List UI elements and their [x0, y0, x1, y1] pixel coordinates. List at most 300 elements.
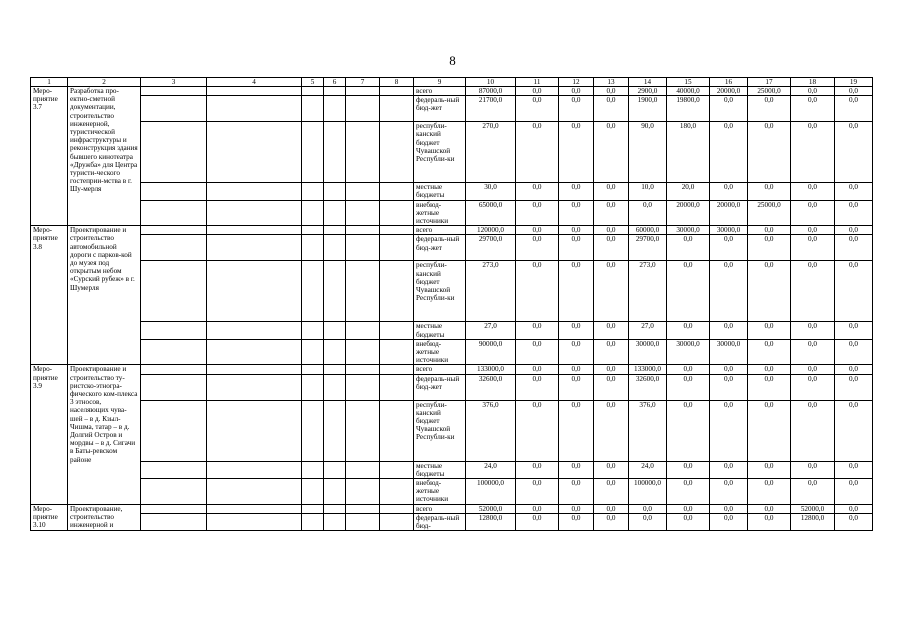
amount-cell: 0,0	[791, 261, 835, 322]
empty-cell	[207, 87, 302, 96]
empty-cell	[324, 339, 346, 365]
empty-cell	[324, 400, 346, 461]
amount-cell: 0,0	[710, 235, 748, 261]
amount-cell: 27,0	[629, 322, 667, 339]
empty-cell	[141, 322, 207, 339]
column-number-header: 12	[559, 78, 594, 87]
column-number-header: 13	[594, 78, 629, 87]
amount-cell: 0,0	[710, 261, 748, 322]
column-number-header: 17	[748, 78, 791, 87]
empty-cell	[346, 513, 380, 530]
amount-cell: 0,0	[559, 122, 594, 183]
amount-cell: 270,0	[466, 122, 516, 183]
column-number-header: 19	[835, 78, 873, 87]
amount-cell: 0,0	[835, 261, 873, 322]
amount-cell: 0,0	[835, 226, 873, 235]
empty-cell	[207, 365, 302, 374]
page-number: 8	[449, 53, 456, 68]
funding-source: федераль-ный бюд-	[414, 513, 466, 530]
column-number-row	[31, 78, 873, 87]
measure-description: Проектирование и строительство автомобильной дороги с парков-кой до музея под открытым небом «Сурский рубеж» в г. Шумерля	[68, 226, 141, 365]
amount-cell: 0,0	[516, 226, 559, 235]
empty-cell	[207, 513, 302, 530]
column-number-header: 4	[207, 78, 302, 87]
empty-cell	[207, 122, 302, 183]
funding-source: внебюд-жетные источники	[414, 339, 466, 365]
empty-cell	[324, 226, 346, 235]
empty-cell	[380, 339, 414, 365]
amount-cell: 65000,0	[466, 200, 516, 226]
amount-cell: 12800,0	[466, 513, 516, 530]
empty-cell	[324, 183, 346, 200]
empty-cell	[141, 96, 207, 122]
empty-cell	[380, 87, 414, 96]
amount-cell: 19800,0	[667, 96, 710, 122]
empty-cell	[302, 513, 324, 530]
amount-cell: 20,0	[667, 183, 710, 200]
amount-cell: 0,0	[667, 322, 710, 339]
empty-cell	[346, 504, 380, 513]
empty-cell	[141, 87, 207, 96]
funding-source: всего	[414, 504, 466, 513]
empty-cell	[207, 400, 302, 461]
empty-cell	[302, 261, 324, 322]
amount-cell: 0,0	[748, 226, 791, 235]
amount-cell: 0,0	[791, 96, 835, 122]
column-number-header: 9	[414, 78, 466, 87]
amount-cell: 0,0	[710, 365, 748, 374]
empty-cell	[346, 235, 380, 261]
amount-cell: 27,0	[466, 322, 516, 339]
amount-cell: 273,0	[629, 261, 667, 322]
amount-cell: 0,0	[791, 339, 835, 365]
funding-source: всего	[414, 87, 466, 96]
amount-cell: 0,0	[594, 235, 629, 261]
empty-cell	[324, 479, 346, 505]
amount-cell: 0,0	[594, 183, 629, 200]
empty-cell	[302, 183, 324, 200]
empty-cell	[380, 183, 414, 200]
amount-cell: 0,0	[748, 322, 791, 339]
amount-cell: 0,0	[710, 96, 748, 122]
amount-cell: 0,0	[835, 504, 873, 513]
amount-cell: 0,0	[594, 365, 629, 374]
amount-cell: 24,0	[466, 461, 516, 478]
table-row	[31, 96, 873, 122]
funding-source: республи-канский бюджет Чувашской Республи-ки	[414, 261, 466, 322]
empty-cell	[324, 374, 346, 400]
empty-cell	[207, 96, 302, 122]
column-number-header: 11	[516, 78, 559, 87]
amount-cell: 30000,0	[710, 339, 748, 365]
amount-cell: 0,0	[791, 461, 835, 478]
amount-cell: 0,0	[594, 122, 629, 183]
amount-cell: 0,0	[710, 122, 748, 183]
amount-cell: 0,0	[559, 200, 594, 226]
amount-cell: 0,0	[516, 400, 559, 461]
amount-cell: 0,0	[791, 226, 835, 235]
empty-cell	[346, 374, 380, 400]
empty-cell	[346, 183, 380, 200]
amount-cell: 0,0	[516, 122, 559, 183]
empty-cell	[324, 504, 346, 513]
empty-cell	[302, 96, 324, 122]
amount-cell: 0,0	[710, 322, 748, 339]
empty-cell	[324, 322, 346, 339]
amount-cell: 0,0	[559, 87, 594, 96]
measure-label: Меро- приятие 3.7	[31, 87, 68, 226]
amount-cell: 0,0	[516, 339, 559, 365]
amount-cell: 0,0	[835, 479, 873, 505]
amount-cell: 0,0	[516, 461, 559, 478]
amount-cell: 0,0	[594, 200, 629, 226]
table-row	[31, 200, 873, 226]
empty-cell	[302, 235, 324, 261]
empty-cell	[324, 235, 346, 261]
empty-cell	[302, 504, 324, 513]
empty-cell	[302, 339, 324, 365]
amount-cell: 0,0	[748, 235, 791, 261]
amount-cell: 180,0	[667, 122, 710, 183]
empty-cell	[207, 261, 302, 322]
amount-cell: 0,0	[594, 374, 629, 400]
amount-cell: 0,0	[516, 513, 559, 530]
amount-cell: 0,0	[667, 374, 710, 400]
amount-cell: 0,0	[835, 374, 873, 400]
amount-cell: 10,0	[629, 183, 667, 200]
amount-cell: 0,0	[559, 479, 594, 505]
amount-cell: 0,0	[710, 461, 748, 478]
amount-cell: 0,0	[748, 513, 791, 530]
amount-cell: 0,0	[835, 322, 873, 339]
table-row	[31, 122, 873, 183]
empty-cell	[380, 235, 414, 261]
amount-cell: 0,0	[667, 504, 710, 513]
empty-cell	[324, 96, 346, 122]
empty-cell	[346, 461, 380, 478]
empty-cell	[141, 261, 207, 322]
amount-cell: 0,0	[791, 400, 835, 461]
empty-cell	[141, 513, 207, 530]
empty-cell	[346, 122, 380, 183]
table-row	[31, 226, 873, 235]
empty-cell	[380, 365, 414, 374]
table-row	[31, 183, 873, 200]
amount-cell: 0,0	[667, 461, 710, 478]
empty-cell	[207, 461, 302, 478]
table-row	[31, 339, 873, 365]
empty-cell	[302, 400, 324, 461]
empty-cell	[380, 504, 414, 513]
amount-cell: 30000,0	[710, 226, 748, 235]
column-number-header: 8	[380, 78, 414, 87]
amount-cell: 0,0	[748, 374, 791, 400]
amount-cell: 52000,0	[466, 504, 516, 513]
amount-cell: 24,0	[629, 461, 667, 478]
empty-cell	[302, 122, 324, 183]
amount-cell: 0,0	[791, 365, 835, 374]
empty-cell	[346, 96, 380, 122]
amount-cell: 0,0	[516, 504, 559, 513]
amount-cell: 376,0	[629, 400, 667, 461]
table-row	[31, 261, 873, 322]
amount-cell: 0,0	[667, 513, 710, 530]
table-row	[31, 513, 873, 530]
amount-cell: 29700,0	[629, 235, 667, 261]
funding-source: всего	[414, 365, 466, 374]
empty-cell	[346, 339, 380, 365]
empty-cell	[207, 200, 302, 226]
amount-cell: 0,0	[710, 513, 748, 530]
empty-cell	[346, 400, 380, 461]
table-row	[31, 235, 873, 261]
funding-source: внебюд-жетные источники	[414, 479, 466, 505]
amount-cell: 133000,0	[629, 365, 667, 374]
funding-source: республи-канский бюджет Чувашской Республи-ки	[414, 122, 466, 183]
amount-cell: 0,0	[594, 96, 629, 122]
amount-cell: 0,0	[516, 261, 559, 322]
empty-cell	[380, 261, 414, 322]
amount-cell: 0,0	[791, 322, 835, 339]
amount-cell: 30000,0	[667, 339, 710, 365]
empty-cell	[207, 339, 302, 365]
amount-cell: 32600,0	[466, 374, 516, 400]
column-number-header: 3	[141, 78, 207, 87]
funding-source: всего	[414, 226, 466, 235]
empty-cell	[141, 365, 207, 374]
amount-cell: 0,0	[594, 400, 629, 461]
amount-cell: 0,0	[835, 400, 873, 461]
amount-cell: 0,0	[629, 513, 667, 530]
empty-cell	[302, 226, 324, 235]
amount-cell: 0,0	[667, 479, 710, 505]
amount-cell: 30,0	[466, 183, 516, 200]
amount-cell: 0,0	[667, 365, 710, 374]
budget-table	[30, 77, 873, 531]
measure-description: Разработка про-ектно-сметной документации, строительство инженерной, туристической инфраструктуры и реконструкция здания бывшего кинотеатра «Дружба» для Центра туристи-ческого гостеприи-мства в г. Шу-мерля	[68, 87, 141, 226]
amount-cell: 0,0	[748, 183, 791, 200]
table-row	[31, 504, 873, 513]
amount-cell: 0,0	[559, 461, 594, 478]
amount-cell: 0,0	[748, 479, 791, 505]
empty-cell	[207, 504, 302, 513]
amount-cell: 100000,0	[629, 479, 667, 505]
empty-cell	[207, 226, 302, 235]
amount-cell: 40000,0	[667, 87, 710, 96]
empty-cell	[346, 261, 380, 322]
empty-cell	[380, 226, 414, 235]
amount-cell: 87000,0	[466, 87, 516, 96]
amount-cell: 0,0	[516, 365, 559, 374]
empty-cell	[207, 374, 302, 400]
amount-cell: 0,0	[710, 183, 748, 200]
amount-cell: 12800,0	[791, 513, 835, 530]
funding-source: местные бюджеты	[414, 461, 466, 478]
amount-cell: 0,0	[835, 339, 873, 365]
amount-cell: 0,0	[791, 374, 835, 400]
amount-cell: 0,0	[710, 479, 748, 505]
measure-label: Меро- приятие 3.10	[31, 504, 68, 531]
amount-cell: 0,0	[516, 200, 559, 226]
amount-cell: 100000,0	[466, 479, 516, 505]
funding-source: федераль-ный бюд-жет	[414, 374, 466, 400]
empty-cell	[207, 183, 302, 200]
amount-cell: 20000,0	[710, 87, 748, 96]
column-number-header: 16	[710, 78, 748, 87]
amount-cell: 0,0	[559, 504, 594, 513]
amount-cell: 0,0	[748, 122, 791, 183]
amount-cell: 30000,0	[629, 339, 667, 365]
amount-cell: 0,0	[791, 235, 835, 261]
empty-cell	[346, 322, 380, 339]
empty-cell	[380, 461, 414, 478]
amount-cell: 0,0	[748, 365, 791, 374]
amount-cell: 29700,0	[466, 235, 516, 261]
amount-cell: 0,0	[594, 504, 629, 513]
amount-cell: 133000,0	[466, 365, 516, 374]
amount-cell: 0,0	[791, 122, 835, 183]
amount-cell: 0,0	[559, 339, 594, 365]
amount-cell: 0,0	[791, 479, 835, 505]
amount-cell: 0,0	[594, 461, 629, 478]
empty-cell	[207, 479, 302, 505]
empty-cell	[324, 261, 346, 322]
amount-cell: 30000,0	[667, 226, 710, 235]
measure-label: Меро- приятие 3.8	[31, 226, 68, 365]
funding-source: местные бюджеты	[414, 322, 466, 339]
amount-cell: 120000,0	[466, 226, 516, 235]
amount-cell: 0,0	[559, 96, 594, 122]
empty-cell	[141, 235, 207, 261]
empty-cell	[141, 400, 207, 461]
column-number-header: 15	[667, 78, 710, 87]
amount-cell: 0,0	[835, 200, 873, 226]
amount-cell: 0,0	[629, 200, 667, 226]
amount-cell: 0,0	[559, 235, 594, 261]
amount-cell: 0,0	[594, 339, 629, 365]
empty-cell	[302, 200, 324, 226]
amount-cell: 0,0	[559, 365, 594, 374]
empty-cell	[141, 183, 207, 200]
empty-cell	[324, 122, 346, 183]
empty-cell	[302, 87, 324, 96]
empty-cell	[324, 365, 346, 374]
table-row	[31, 400, 873, 461]
empty-cell	[380, 322, 414, 339]
amount-cell: 0,0	[667, 235, 710, 261]
empty-cell	[324, 513, 346, 530]
empty-cell	[207, 235, 302, 261]
empty-cell	[380, 479, 414, 505]
amount-cell: 0,0	[748, 96, 791, 122]
amount-cell: 60000,0	[629, 226, 667, 235]
empty-cell	[380, 122, 414, 183]
amount-cell: 0,0	[516, 374, 559, 400]
column-number-header: 10	[466, 78, 516, 87]
amount-cell: 0,0	[594, 226, 629, 235]
amount-cell: 0,0	[516, 183, 559, 200]
empty-cell	[141, 461, 207, 478]
funding-source: республи-канский бюджет Чувашской Республи-ки	[414, 400, 466, 461]
amount-cell: 25000,0	[748, 87, 791, 96]
column-number-header: 2	[68, 78, 141, 87]
empty-cell	[302, 461, 324, 478]
empty-cell	[380, 374, 414, 400]
empty-cell	[380, 96, 414, 122]
empty-cell	[346, 479, 380, 505]
table-row	[31, 479, 873, 505]
table-row	[31, 374, 873, 400]
empty-cell	[346, 87, 380, 96]
amount-cell: 0,0	[594, 87, 629, 96]
empty-cell	[141, 339, 207, 365]
amount-cell: 0,0	[594, 261, 629, 322]
empty-cell	[346, 365, 380, 374]
amount-cell: 0,0	[667, 400, 710, 461]
empty-cell	[302, 479, 324, 505]
amount-cell: 0,0	[835, 122, 873, 183]
amount-cell: 0,0	[594, 322, 629, 339]
amount-cell: 0,0	[835, 235, 873, 261]
empty-cell	[324, 200, 346, 226]
funding-source: местные бюджеты	[414, 183, 466, 200]
amount-cell: 25000,0	[748, 200, 791, 226]
amount-cell: 0,0	[835, 365, 873, 374]
amount-cell: 21700,0	[466, 96, 516, 122]
amount-cell: 0,0	[835, 461, 873, 478]
table-row	[31, 87, 873, 96]
amount-cell: 0,0	[791, 183, 835, 200]
table-row	[31, 322, 873, 339]
amount-cell: 0,0	[559, 261, 594, 322]
column-number-header: 6	[324, 78, 346, 87]
funding-source: федераль-ный бюд-жет	[414, 96, 466, 122]
table-row	[31, 461, 873, 478]
amount-cell: 0,0	[594, 513, 629, 530]
amount-cell: 1900,0	[629, 96, 667, 122]
amount-cell: 0,0	[516, 87, 559, 96]
amount-cell: 0,0	[516, 479, 559, 505]
empty-cell	[141, 200, 207, 226]
amount-cell: 0,0	[710, 374, 748, 400]
empty-cell	[346, 200, 380, 226]
amount-cell: 0,0	[516, 322, 559, 339]
amount-cell: 0,0	[559, 226, 594, 235]
empty-cell	[346, 226, 380, 235]
amount-cell: 0,0	[559, 374, 594, 400]
funding-source: федераль-ный бюд-жет	[414, 235, 466, 261]
amount-cell: 0,0	[559, 322, 594, 339]
column-number-header: 5	[302, 78, 324, 87]
amount-cell: 273,0	[466, 261, 516, 322]
amount-cell: 20000,0	[710, 200, 748, 226]
empty-cell	[207, 322, 302, 339]
empty-cell	[324, 461, 346, 478]
empty-cell	[141, 504, 207, 513]
empty-cell	[380, 513, 414, 530]
amount-cell: 0,0	[748, 261, 791, 322]
column-number-header: 14	[629, 78, 667, 87]
amount-cell: 0,0	[559, 513, 594, 530]
amount-cell: 2900,0	[629, 87, 667, 96]
empty-cell	[380, 400, 414, 461]
amount-cell: 0,0	[516, 96, 559, 122]
amount-cell: 0,0	[559, 400, 594, 461]
amount-cell: 0,0	[791, 87, 835, 96]
column-number-header: 1	[31, 78, 68, 87]
measure-description: Проектирование, строительство инженерной и	[68, 504, 141, 531]
table-row	[31, 365, 873, 374]
